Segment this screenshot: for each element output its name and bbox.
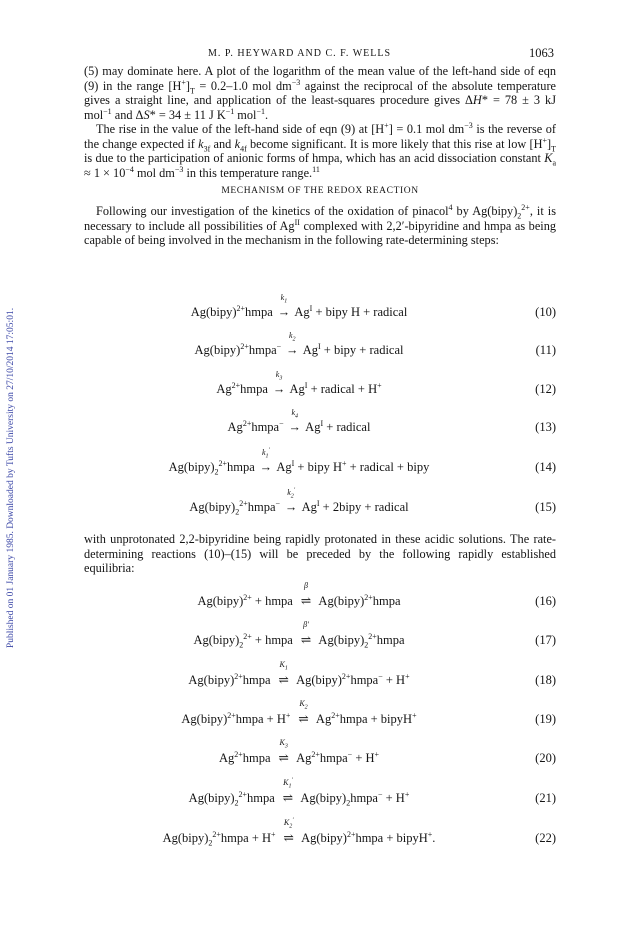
paragraph-protonation: with unprotonated 2,2-bipyridine being rapidly protonated in these acidic solutions. The rate-determining reactions (10)–(15) will be preceded by the following rapidly established equilibria: bbox=[84, 532, 556, 575]
equation-number: (12) bbox=[535, 382, 556, 396]
running-header-authors: M. P. HEYWARD AND C. F. WELLS bbox=[208, 48, 392, 59]
equation-expression: $Ag(bipy)_2^{2+}hmpa^-$ $k_2'$ → $Ag^I$ + 2bipy + radical bbox=[189, 487, 409, 517]
equation-number: (19) bbox=[535, 712, 556, 726]
equation-number: (11) bbox=[535, 343, 556, 357]
equation-row bbox=[84, 293, 556, 320]
section-heading: MECHANISM OF THE REDOX REACTION bbox=[221, 186, 419, 196]
equation-number: (17) bbox=[535, 633, 556, 647]
equation-expression: $Ag(bipy)_2^{2+}$ + hmpa β′ ⇌ $Ag(bipy)_2^{2+}hmpa$ bbox=[193, 620, 405, 650]
equation-row bbox=[84, 738, 556, 766]
equation-expression: Ag(bipy)$^{2+}$hmpa $k_1$ → $Ag^I$ + bipy H + radical bbox=[190, 293, 408, 319]
equation-expression: $Ag(bipy)_2^{2+}hmpa$ $K_1'$ ⇌ $Ag(bipy)_2hmpa^- + H^+$ bbox=[188, 777, 410, 808]
equation-row bbox=[84, 620, 556, 650]
equation-row bbox=[84, 408, 556, 435]
equation-number: (13) bbox=[535, 420, 556, 434]
equation-row bbox=[84, 581, 556, 609]
equation-expression: $Ag(bipy)_2^{2+}hmpa + H^+$ $K_2'$ ⇌ Ag(bipy)$^{2+}$hmpa + bipyH+. bbox=[162, 817, 436, 848]
equation-row bbox=[84, 370, 556, 397]
equation-row bbox=[84, 487, 556, 517]
equation-expression: Ag(bipy)$^{2+}$hmpa− $k_2$ → $Ag^I$ + bipy + radical bbox=[194, 331, 404, 357]
equation-row bbox=[84, 331, 556, 358]
equation-row bbox=[84, 817, 556, 848]
equation-expression: $Ag^{2+}hmpa^-$ $k_4$ → $Ag^I$ + radical bbox=[227, 408, 371, 434]
equation-expression: $Ag^{2+}hmpa$ $K_3$ ⇌ $Ag^{2+}hmpa^- + H^+$ bbox=[218, 738, 380, 765]
equation-row bbox=[84, 699, 556, 727]
equation-expression: Ag(bipy)$^{2+}$ + hmpa β ⇌ Ag(bipy)$^{2+}$hmpa bbox=[197, 581, 401, 608]
paragraph-low-acid-rise: The rise in the value of the left-hand side of eqn (9) at [H+] = 0.1 mol $dm^{-3}$ is the reverse of the change expected if $k_{3f}$ and $k_{4f}$ become significant. It is more likely that this rise at low $[H^+]_T$ is due to the participation of anionic forms of hmpa, which has an acid dissociation constant $K_a \approx 1 \times 10^{-4}$ mol $dm^{-3}$ in this temperature range.$^{11}$ bbox=[84, 120, 557, 180]
page-number: 1063 bbox=[529, 46, 554, 60]
equation-number: (22) bbox=[535, 831, 556, 845]
equation-row bbox=[84, 777, 556, 808]
equation-expression: Ag(bipy)$^{2+}$hmpa + H+ $K_2$ ⇌ $Ag^{2+}hmpa$ + bipyH+ bbox=[181, 699, 417, 726]
paragraph-mechanism-intro: Following our investigation of the kinetics of the oxidation of pinacol$^4$ by $Ag(bipy)_2^{2+}$, it is necessary to include all possibilities of $Ag^{II}$ complexed with 2,2′-bipyridine and hmpa as being capable of being involved in the mechanism in the following rate-determining steps: bbox=[84, 202, 556, 247]
equation-number: (20) bbox=[535, 751, 556, 765]
equation-number: (14) bbox=[535, 460, 556, 474]
equation-expression: Ag(bipy)$^{2+}$hmpa $K_1$ ⇌ Ag(bipy)$^{2+}$hmpa− + H+ bbox=[188, 660, 410, 687]
equation-expression: $Ag(bipy)_2^{2+}hmpa$ $k_1'$ → $Ag^I$ + bipy H+ + radical + bipy bbox=[168, 447, 430, 477]
paragraph-activation-parameters: (5) may dominate here. A plot of the logarithm of the mean value of the left-hand side of eqn (9) in the range $[H^+]_T = 0.2-1.0$ mol $dm^{-3}$ against the reciprocal of the absolute temperature gives a straight line, and application of the least-squares procedure gives ΔH* = 78 ± 3 kJ mol$^{-1}$ and ΔS* = 34 ± 11 J $K^{-1}$ mol$^{-1}$. bbox=[84, 64, 556, 122]
equation-number: (18) bbox=[535, 673, 556, 687]
download-notice: Published on 01 January 1985. Downloaded by Tufts University on 27/10/2014 17:05:01. bbox=[6, 307, 16, 649]
equation-number: (10) bbox=[535, 305, 556, 319]
equation-expression: $Ag^{2+}hmpa$ $k_3$ → $Ag^I$ + radical + H+ bbox=[216, 370, 382, 396]
equation-number: (21) bbox=[535, 791, 556, 805]
equation-row bbox=[84, 660, 556, 688]
equation-number: (15) bbox=[535, 500, 556, 514]
equation-row bbox=[84, 447, 556, 477]
equation-number: (16) bbox=[535, 594, 556, 608]
